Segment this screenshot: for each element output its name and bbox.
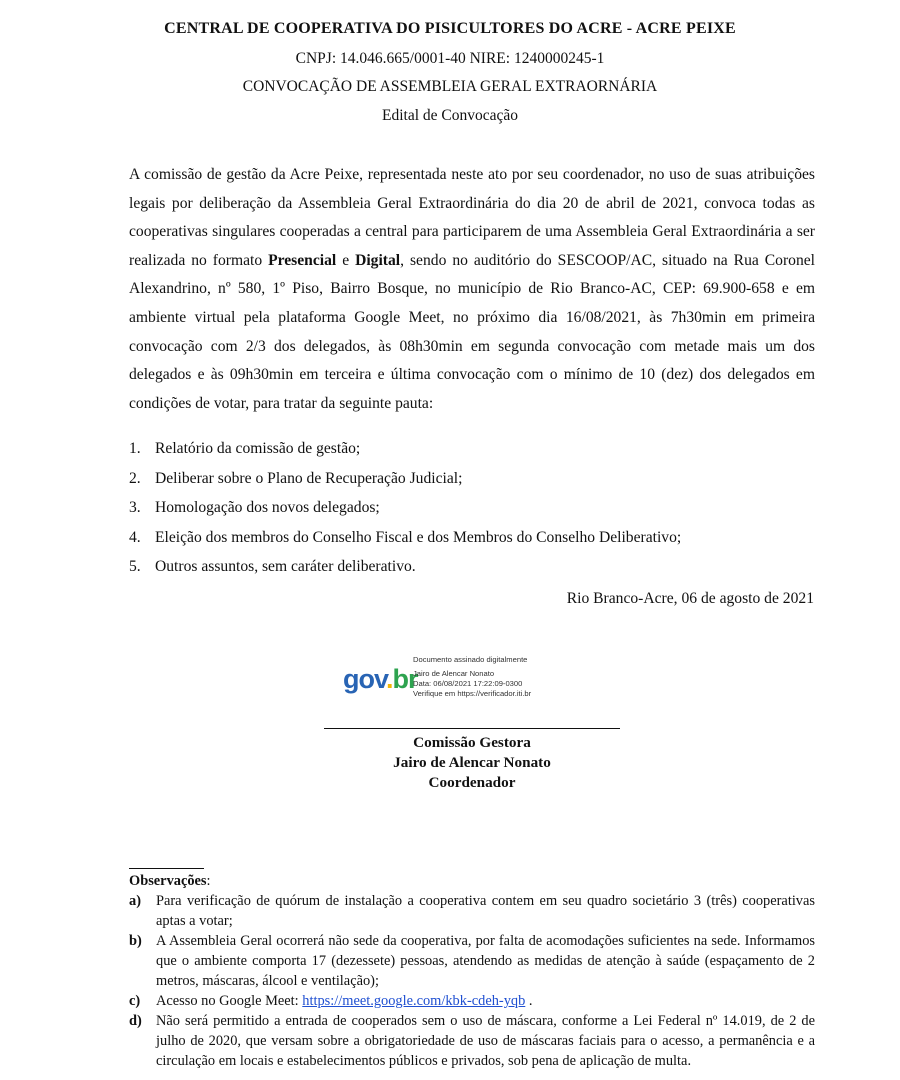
document-title: CENTRAL DE COOPERATIVA DO PISICULTORES DO ACRE - ACRE PEIXE: [164, 20, 736, 37]
agenda-item: [129, 552, 829, 582]
agenda-number: 3.: [129, 499, 141, 516]
paragraph-text-1: A comissão de gestão da Acre Peixe, representada neste ato por seu coordenador, no uso de suas atribuições legais por deliberação da Assembleia Geral Extraordinária do dia 20 de abril de 2021, convoca todas as cooperativas singulares cooperadas a central para participarem de uma Assembleia Geral Extraordinária a ser realizada no formato: [129, 166, 815, 269]
observation-item: [129, 991, 815, 1011]
govbr-logo-br: br: [392, 664, 418, 694]
signer-group: Comissão Gestora: [413, 734, 531, 751]
agenda-number: 2.: [129, 469, 141, 487]
observation-text-before: Acesso no Google Meet:: [156, 993, 303, 1009]
observation-letter: d): [129, 1013, 142, 1029]
govbr-logo: [343, 664, 418, 695]
agenda-item: [129, 464, 829, 494]
observation-letter: b): [129, 933, 142, 949]
subject-line: CONVOCAÇÃO DE ASSEMBLEIA GERAL EXTRAORNÁRIA: [242, 78, 658, 95]
signature-heading: Documento assinado digitalmente: [413, 655, 528, 664]
govbr-logo-dot: .: [386, 664, 393, 694]
observation-item: [129, 1011, 815, 1071]
observation-text-after: .: [525, 993, 533, 1009]
agenda-item: [129, 434, 829, 464]
agenda-list: [129, 434, 829, 582]
observation-text: Não será permitido a entrada de cooperados sem o uso de máscara, conforme a Lei Federal nº 14.019, de 2 de julho de 2020, que versam sobre a obrigatoriedade de uso de máscaras faciais para o acesso, a permanência e a circulação em locais e estabelecimentos públicos e privados, sob pena de aplicação de multa.: [156, 1013, 815, 1069]
observation-text: Para verificação de quórum de instalação a cooperativa contem em seu quadro societário 3 (três) cooperativas aptas a votar;: [156, 893, 815, 929]
observations-list: [129, 891, 815, 1071]
observation-item: [129, 891, 815, 931]
agenda-item: [129, 523, 829, 553]
agenda-number: 4.: [129, 528, 141, 546]
edital-line: Edital de Convocação: [381, 107, 518, 124]
agenda-text: Relatório da comissão de gestão;: [155, 440, 361, 457]
agenda-text: Deliberar sobre o Plano de Recuperação Judicial;: [155, 469, 463, 487]
signature-line: [324, 728, 620, 729]
agenda-number: 1.: [129, 440, 141, 457]
agenda-number: 5.: [129, 558, 141, 575]
paragraph-text-3: , sendo no auditório do SESCOOP/AC, situado na Rua Coronel Alexandrino, nº 580, 1º Piso, Bairro Bosque, no município de Rio Branco-AC, CEP: 69.900-658 e em ambiente virtual pela plataforma Google Meet, no próximo dia 16/08/2021, às 7h30min em primeira convocação com 2/3 dos delegados, às 08h30min em segunda convocação com metade mais um dos delegados e às 09h30min em terceira e última convocação com o mínimo de 10 (dez) dos delegados em condições de votar, para tratar da seguinte pauta:: [129, 251, 815, 412]
agenda-text: Outros assuntos, sem caráter deliberativo.: [155, 558, 416, 575]
signer-block: [0, 733, 900, 793]
paragraph-bold-presencial: Presencial: [268, 251, 337, 269]
observation-item: [129, 931, 815, 991]
agenda-text: Homologação dos novos delegados;: [155, 499, 380, 516]
observations-title-colon: :: [206, 873, 211, 889]
agenda-text: Eleição dos membros do Conselho Fiscal e dos Membros do Conselho Deliberativo;: [155, 528, 682, 546]
paragraph-bold-digital: Digital: [355, 251, 401, 269]
signer-name: Jairo de Alencar Nonato: [393, 754, 551, 771]
observation-text: [156, 991, 815, 1011]
paragraph-text-2: e: [336, 251, 356, 269]
signer-position: Coordenador: [428, 774, 516, 791]
google-meet-link[interactable]: https://meet.google.com/kbk-cdeh-yqb: [302, 993, 526, 1009]
observation-letter: a): [129, 893, 141, 909]
signature-metadata: [413, 655, 531, 699]
observation-letter: c): [129, 993, 141, 1009]
signature-verify-url: Verifique em https://verificador.iti.br: [413, 689, 532, 698]
agenda-item: [129, 493, 829, 523]
signature-date: Data: 06/08/2021 17:22:09-0300: [413, 679, 523, 688]
observation-text: A Assembleia Geral ocorrerá não sede da cooperativa, por falta de acomodações suficientes na sede. Informamos que o ambiente comporta 17 (dezessete) pessoas, atendendo as medidas de atenção à saúde (espaçamento de 2 metros, máscaras, álcool e ventilação);: [156, 933, 815, 989]
observations-title-text: Observações: [129, 873, 207, 889]
date-line: Rio Branco-Acre, 06 de agosto de 2021: [566, 590, 814, 607]
registry-line: CNPJ: 14.046.665/0001-40 NIRE: 1240000245-1: [295, 50, 605, 67]
convocation-paragraph: [129, 161, 815, 418]
govbr-logo-gov: gov: [343, 664, 386, 694]
signature-signer-name: Jairo de Alencar Nonato: [413, 669, 495, 678]
observations-title: [129, 873, 211, 890]
digital-signature-stamp: [340, 650, 580, 708]
footnote-separator: [129, 868, 204, 869]
